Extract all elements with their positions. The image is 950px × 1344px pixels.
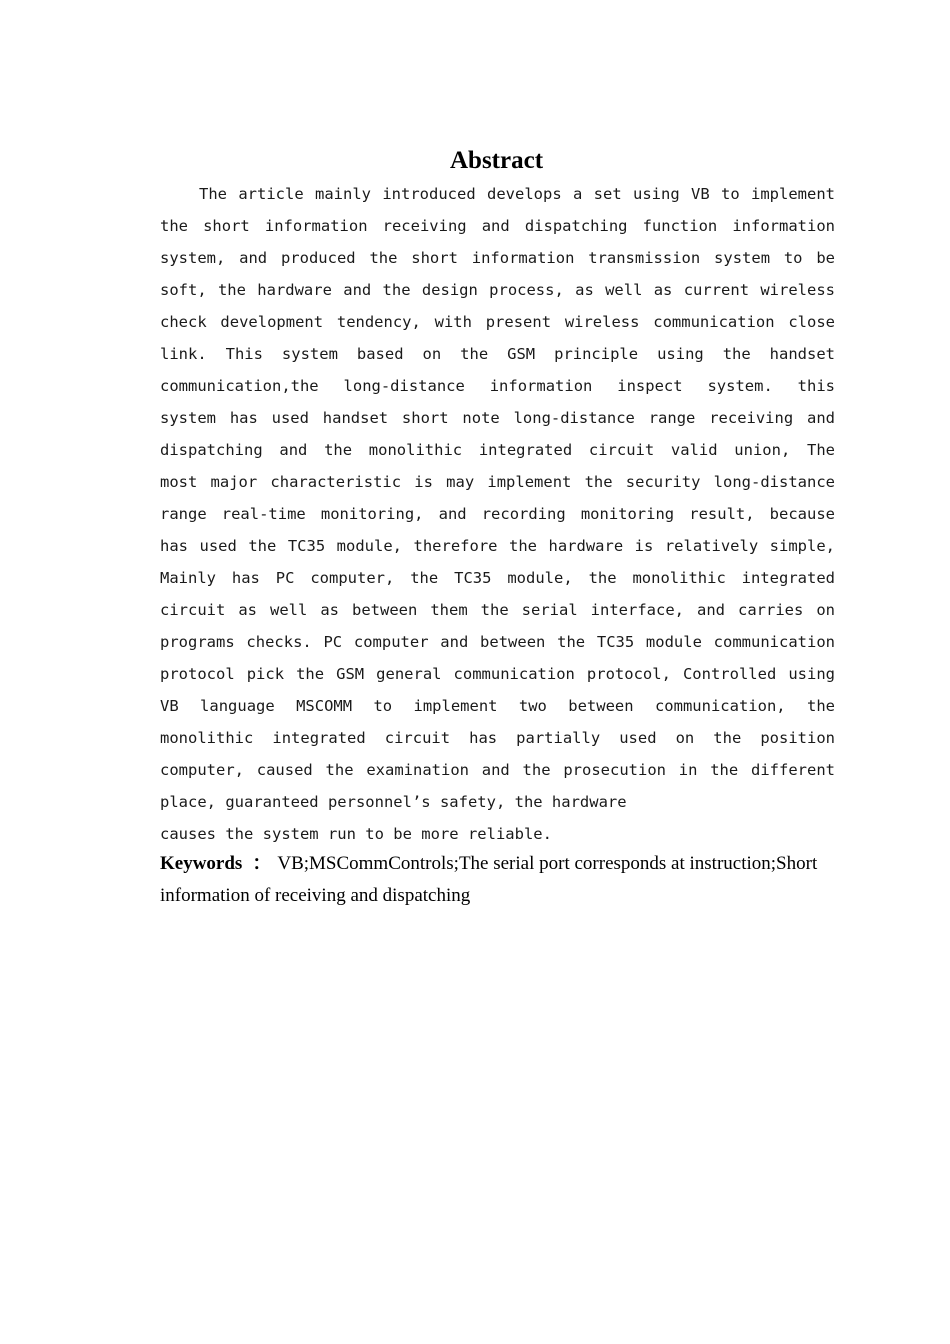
abstract-line: the short information receiving and dispatching function information xyxy=(160,217,835,235)
abstract-line: system has used handset short note long-distance range receiving and xyxy=(160,409,835,427)
keywords-label: Keywords xyxy=(160,853,243,874)
abstract-line: programs checks. PC computer and between the TC35 module communication xyxy=(160,633,835,651)
abstract-line: has used the TC35 module, therefore the hardware is relatively simple, xyxy=(160,537,835,555)
abstract-line: link. This system based on the GSM principle using the handset xyxy=(160,345,835,363)
abstract-line: communication,the long-distance information inspect system. this xyxy=(160,377,835,395)
abstract-line: causes the system run to be more reliable. xyxy=(160,825,552,843)
abstract-line: VB language MSCOMM to implement two between communication, the xyxy=(160,697,835,715)
abstract-line: monolithic integrated circuit has partially used on the position xyxy=(160,729,835,747)
abstract-body xyxy=(160,178,835,850)
abstract-line: dispatching and the monolithic integrated circuit valid union, The xyxy=(160,441,835,459)
abstract-line: circuit as well as between them the serial interface, and carries on xyxy=(160,601,835,619)
abstract-line: computer, caused the examination and the prosecution in the different xyxy=(160,761,835,779)
keywords-colon: ： xyxy=(252,853,272,874)
abstract-line: check development tendency, with present wireless communication close xyxy=(160,313,835,331)
abstract-line: Mainly has PC computer, the TC35 module, the monolithic integrated xyxy=(160,569,835,587)
keywords-text: VB;MSCommControls;The serial port corresponds at instruction;Short information of receiving and dispatching xyxy=(160,853,818,906)
abstract-line: The article mainly introduced develops a set using VB to implement xyxy=(199,185,835,203)
keywords-paragraph xyxy=(160,848,830,912)
abstract-line: system, and produced the short information transmission system to be xyxy=(160,249,835,267)
abstract-line: soft, the hardware and the design process, as well as current wireless xyxy=(160,281,835,299)
abstract-line: place, guaranteed personnel’s safety, the hardware xyxy=(160,793,627,811)
abstract-line: range real-time monitoring, and recording monitoring result, because xyxy=(160,505,835,523)
abstract-line: most major characteristic is may implement the security long-distance xyxy=(160,473,835,491)
abstract-line: protocol pick the GSM general communication protocol, Controlled using xyxy=(160,665,835,683)
abstract-title: Abstract xyxy=(449,147,544,174)
